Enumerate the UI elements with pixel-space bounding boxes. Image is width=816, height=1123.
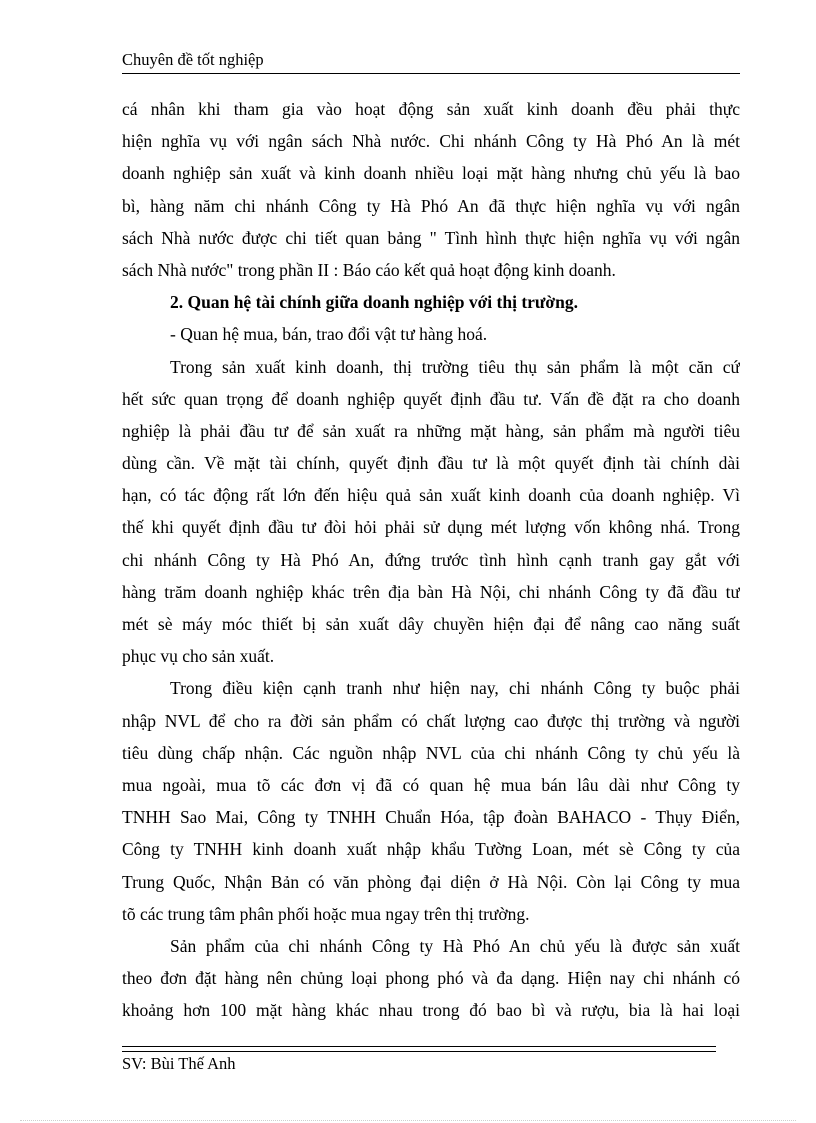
text-line: hạn, có tác động rất lớn đến hiệu quả sản xuất kinh doanh của doanh nghiệp. Vì — [122, 485, 740, 506]
text-line: thế khi quyết định đầu tư đòi hỏi phải sử dụng mét lượng vốn không nhá. Trong — [122, 517, 740, 538]
text-line: theo đơn đặt hàng nên chủng loại phong phó và đa dạng. Hiện nay chi nhánh có — [122, 968, 740, 989]
text-line: Công ty TNHH kinh doanh xuất nhập khẩu Tường Loan, mét sè Công ty của — [122, 839, 740, 860]
text-line: hàng trăm doanh nghiệp khác trên địa bàn Hà Nội, chi nhánh Công ty đã đầu tư — [122, 581, 740, 602]
text-line: nghiệp là phải đầu tư để sản xuất ra những mặt hàng, sản phẩm mà người tiêu — [122, 420, 740, 441]
text-line: bì, hàng năm chi nhánh Công ty Hà Phó An đã thực hiện nghĩa vụ với ngân — [122, 195, 740, 216]
text-line: nhập NVL để cho ra đời sản phẩm có chất lượng cao được thị trường và người — [122, 710, 740, 731]
text-line: tõ các trung tâm phân phối hoặc mua ngay trên thị trường. — [122, 903, 530, 924]
text-line: hết sức quan trọng để doanh nghiệp quyết định đầu tư. Vấn đề đặt ra cho doanh — [122, 388, 740, 409]
page-footer — [122, 1054, 236, 1074]
text-line: dùng cần. Về mặt tài chính, quyết định đầu tư là một quyết định tài chính dài — [122, 453, 740, 474]
text-line: Trong sản xuất kinh doanh, thị trường tiêu thụ sản phẩm là một căn cứ — [170, 356, 740, 377]
text-line: tiêu dùng chấp nhận. Các nguồn nhập NVL của chi nhánh Công ty chủ yếu là — [122, 742, 740, 763]
text-line: khoảng hơn 100 mặt hàng khác nhau trong đó bao bì và rượu, bia là hai loại — [122, 1000, 740, 1021]
text-line: sách Nhà nước được chi tiết quan bảng " Tình hình thực hiện nghĩa vụ với ngân — [122, 227, 740, 248]
header-title: Chuyên đề tốt nghiệp — [122, 50, 264, 69]
text-line: mua ngoài, mua tõ các đơn vị đã có quan hệ mua bán lâu dài như Công ty — [122, 774, 740, 795]
document-body — [122, 93, 740, 1026]
text-line: hiện nghĩa vụ với ngân sách Nhà nước. Chi nhánh Công ty Hà Phó An là mét — [122, 131, 740, 152]
text-line: cá nhân khi tham gia vào hoạt động sản xuất kinh doanh đều phải thực — [122, 99, 740, 119]
footer-divider — [122, 1046, 716, 1052]
text-line: TNHH Sao Mai, Công ty TNHH Chuẩn Hóa, tập đoàn BAHACO - Thụy Điển, — [122, 807, 740, 828]
text-line: Trong điều kiện cạnh tranh như hiện nay, chi nhánh Công ty buộc phải — [170, 678, 740, 699]
page-boundary — [20, 1120, 796, 1121]
section-heading: 2. Quan hệ tài chính giữa doanh nghiệp với thị trường. — [170, 292, 578, 313]
footer-author: SV: Bùi Thế Anh — [122, 1054, 236, 1073]
text-line: Sản phẩm của chi nhánh Công ty Hà Phó An chủ yếu là được sản xuất — [170, 935, 740, 956]
bullet-item: - Quan hệ mua, bán, trao đổi vật tư hàng hoá. — [170, 324, 488, 345]
text-line: phục vụ cho sản xuất. — [122, 646, 275, 667]
text-line: sách Nhà nước" trong phần II : Báo cáo kết quả hoạt động kinh doanh. — [122, 259, 616, 280]
text-line: mét sè máy móc thiết bị sản xuất dây chuyền hiện đại để nâng cao năng suất — [122, 614, 740, 634]
text-line: doanh nghiệp sản xuất và kinh doanh nhiều loại mặt hàng nhưng chủ yếu là bao — [122, 163, 740, 184]
page-header — [122, 50, 740, 74]
text-line: Trung Quốc, Nhận Bản có văn phòng đại diện ở Hà Nội. Còn lại Công ty mua — [122, 871, 740, 892]
text-line: chi nhánh Công ty Hà Phó An, đứng trước tình hình cạnh tranh gay gắt với — [122, 549, 740, 570]
